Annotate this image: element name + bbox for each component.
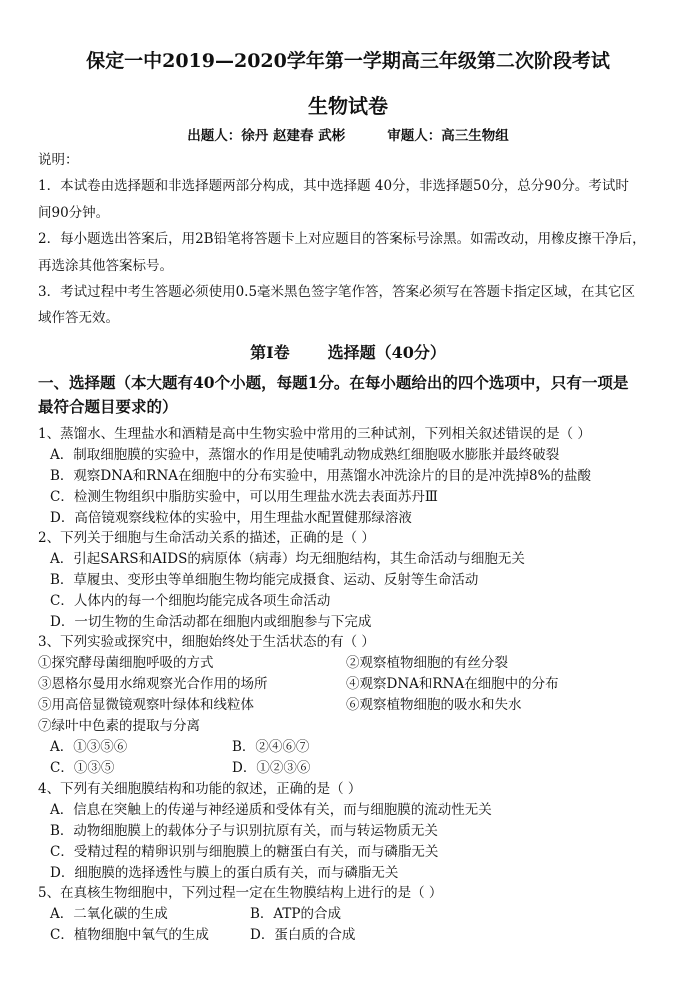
question-option: C．植物细胞中氧气的生成 (50, 927, 209, 943)
question-stem: 5、在真核生物细胞中，下列过程一定在生物膜结构上进行的是（ ） (38, 885, 443, 901)
instruction-line: 2．每小题选出答案后，用2B铅笔将答题卡上对应题目的答案标号涂黑。如需改动，用橡皮擦干净后， (38, 231, 646, 247)
question-option: B．草履虫、变形虫等单细胞生物均能完成摄食、运动、反射等生命活动 (50, 572, 479, 588)
question-option: B．ATP的合成 (250, 906, 342, 922)
reviewer-text: 审题人：高三生物组 (387, 128, 509, 144)
part-heading-line: 最符合题目要求的） (38, 397, 178, 416)
question-option: D．①②③⑥ (232, 760, 311, 776)
instruction-line: 域作答无效。 (38, 310, 119, 326)
instruction-line: 1．本试卷由选择题和非选择题两部分构成，其中选择题 40分，非选择题50分，总分90分。考试时 (38, 178, 629, 194)
section-heading (0, 340, 696, 363)
exam-title: 保定一中2019—2020学年第一学期高三年级第二次阶段考试 (86, 50, 610, 72)
authors-text: 出题人：徐丹 赵建春 武彬 (187, 128, 346, 144)
question-option: A．①③⑤⑥ (50, 739, 128, 755)
question-option: D．蛋白质的合成 (250, 927, 356, 943)
question-item: ⑥观察植物细胞的吸水和失水 (346, 697, 522, 713)
question-option: D．高倍镜观察线粒体的实验中，用生理盐水配置健那绿溶液 (50, 510, 412, 526)
question-item: ⑤用高倍显微镜观察叶绿体和线粒体 (38, 697, 254, 713)
question-stem: 2、下列关于细胞与生命活动关系的描述，正确的是（ ） (38, 530, 375, 546)
question-option: D．细胞膜的选择透性与膜上的蛋白质有关，而与磷脂无关 (50, 865, 399, 881)
instruction-line: 再选涂其他答案标号。 (38, 258, 173, 274)
question-option: C．受精过程的精卵识别与细胞膜上的糖蛋白有关，而与磷脂无关 (50, 844, 439, 860)
question-stem: 1、蒸馏水、生理盐水和酒精是高中生物实验中常用的三种试剂，下列相关叙述错误的是（ ） (38, 426, 591, 442)
question-option: A．制取细胞膜的实验中，蒸馏水的作用是使哺乳动物成熟红细胞吸水膨胀并最终破裂 (50, 447, 560, 463)
question-option: A．二氧化碳的生成 (50, 906, 168, 922)
question-option: B．动物细胞膜上的载体分子与识别抗原有关，而与转运物质无关 (50, 823, 438, 839)
question-item: ⑦绿叶中色素的提取与分离 (38, 718, 200, 734)
question-option: C．①③⑤ (50, 760, 115, 776)
question-stem: 4、下列有关细胞膜结构和功能的叙述，正确的是（ ） (38, 781, 362, 797)
instruction-line: 3．考试过程中考生答题必须使用0.5毫米黑色签字笔作答，答案必须写在答题卡指定区域，在其它区 (38, 284, 636, 300)
section-part: 第Ⅰ卷 (250, 343, 290, 362)
question-option: C．人体内的每一个细胞均能完成各项生命活动 (50, 593, 331, 609)
question-item: ④观察DNA和RNA在细胞中的分布 (346, 676, 559, 692)
author-line (0, 124, 696, 144)
question-item: ②观察植物细胞的有丝分裂 (346, 655, 508, 671)
question-option: B．观察DNA和RNA在细胞中的分布实验中，用蒸馏水冲洗涂片的目的是冲洗掉8%的盐酸 (50, 468, 591, 484)
question-stem: 3、下列实验或探究中，细胞始终处于生活状态的有（ ） (38, 634, 375, 650)
section-name: 选择题（40分） (327, 343, 446, 362)
question-option: A．信息在突触上的传递与神经递质和受体有关，而与细胞膜的流动性无关 (50, 802, 492, 818)
instructions-heading: 说明： (38, 152, 79, 168)
question-item: ③恩格尔曼用水绵观察光合作用的场所 (38, 676, 268, 692)
question-option: C．检测生物组织中脂肪实验中，可以用生理盐水洗去表面苏丹Ⅲ (50, 489, 438, 505)
question-option: B．②④⑥⑦ (232, 739, 310, 755)
question-option: A．引起SARS和AIDS的病原体（病毒）均无细胞结构，其生命活动与细胞无关 (50, 551, 525, 567)
instruction-line: 间90分钟。 (38, 205, 110, 221)
part-heading-line: 一、选择题（本大题有40个小题，每题1分。在每小题给出的四个选项中，只有一项是 (38, 373, 629, 392)
question-item: ①探究酵母菌细胞呼吸的方式 (38, 655, 214, 671)
question-option: D．一切生物的生命活动都在细胞内或细胞参与下完成 (50, 614, 372, 630)
subject-title: 生物试卷 (308, 94, 388, 118)
